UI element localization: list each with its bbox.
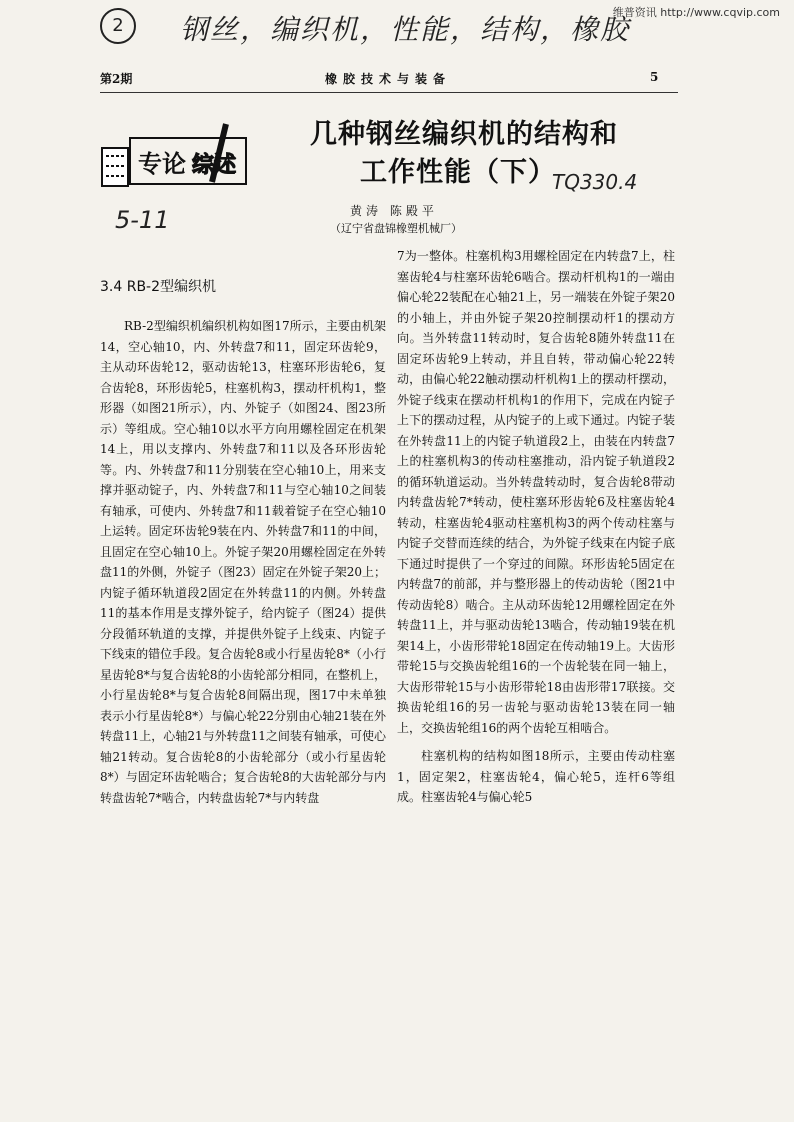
section-heading: 3.4 RB-2型编织机	[100, 279, 217, 295]
header-divider	[100, 92, 678, 93]
handwritten-keywords: 钢丝，编织机，性能，结构，橡胶	[180, 13, 631, 46]
watermark: 维普资讯 http://www.cqvip.com	[612, 6, 780, 19]
paragraph: RB-2型编织机编织机构如图17所示，主要由机架14，空心轴10，内、外转盘7和11，固定环齿轮9，主从动环齿轮12，驱动齿轮13，柱塞环形齿轮6，复合齿轮8，环形齿轮5，柱塞机构3，摆动杆机构1，整形器（如图21所示），内、外锭子（如图24、图23所示）等组成。空心轴10以水平方向用螺栓固定在机架14上，用以支撑内、外转盘7和11以及各环形齿轮等。内、外转盘7和11分别装在空心轴10上，用来支撑并驱动锭子，内、外转盘7和11与空心轴10之间装有轴承，可使内、外转盘7和11载着锭子在空心轴10上运转。固定环齿轮9装在内、外转盘7和11的中间，且固定在空心轴10上。外锭子架20用螺栓固定在外转盘11的外侧，外锭子（图23）固定在外锭子架20上；内锭子循环轨道段2固定在外转盘11的内侧。外转盘11的基本作用是支撑外锭子，给内锭子（图24）提供分段循环轨道的支撑，并提供外锭子上线束、内锭子下线束的错位手段。复合齿轮8或小行星齿轮8*（小行星齿轮8*与复合齿轮8的小齿轮部分相同，在整机上，小行星齿轮8*与复合齿轮8间隔出现，图17中未单独表示小行星齿轮8*）与偏心轮22分别由心轴21装在外转盘11上，心轴21与外转盘11之间装有轴承，可使心轴21转动。复合齿轮8的小齿轮部分（或小行星齿轮8*）与固定环齿轮啮合；复合齿轮8的大齿轮部分与内转盘齿轮7*啮合，内转盘齿轮7*与内转盘	[100, 319, 386, 805]
journal-name: 橡胶技术与装备	[325, 72, 452, 86]
paragraph: 柱塞机构的结构如图18所示，主要由传动柱塞1，固定架2，柱塞齿轮4，偏心轮5，连杆6等组成。柱塞齿轮4与偏心轮5	[397, 749, 675, 804]
book-stack-icon	[102, 148, 128, 186]
banner-text-review: 综述	[192, 153, 237, 178]
article-title-line2: 工作性能（下）	[360, 157, 556, 188]
authors: 黄涛 陈殿平	[350, 204, 438, 218]
handwritten-circle-number: 2	[100, 8, 136, 44]
page-number: 5	[650, 70, 659, 84]
handwritten-classification-code: TQ330.4	[552, 170, 638, 194]
handwritten-page-range: 5-11	[115, 206, 170, 234]
column-banner	[100, 120, 250, 188]
body-column-left	[100, 316, 386, 808]
banner-text-special: 专论	[138, 150, 186, 178]
article-title-line1: 几种钢丝编织机的结构和	[310, 119, 618, 150]
paragraph: 7为一整体。柱塞机构3用螺栓固定在内转盘7上，柱塞齿轮4与柱塞环齿轮6啮合。摆动杆机构1的一端由偏心轮22装配在心轴21上，另一端装在外锭子架20的小轴上，并由外锭子架20控制摆动杆1的摆动方向。当外转盘11转动时，复合齿轮8随外转盘11在固定环齿轮9上转动，并且自转，带动偏心轮22转动，由偏心轮22触动摆动杆机构1上的摆动杆摆动，外锭子线束在摆动杆机构1的作用下，完成在内锭子上下的摆动过程，从内锭子的上或下通过。内锭子装在外转盘11上的内锭子轨道段2上，由装在内转盘7上的柱塞机构3的传动柱塞推动，沿内锭子轨道段2的循环轨道运动。当外转盘转动时，复合齿轮8带动内转盘齿轮7*转动，使柱塞环形齿轮6及柱塞齿轮4转动，柱塞齿轮4驱动柱塞机构3的两个传动柱塞与内锭子交替而连续的结合，为外锭子线束在内锭子底下通过时提供了一个穿过的间隙。环形齿轮5固定在内转盘7的前部，并与整形器上的传动齿轮（图21中传动齿轮8）啮合。主从动环齿轮12用螺栓固定在外转盘11上，并与驱动齿轮13啮合，传动轴19装在机架14上，小齿形带轮18固定在传动轴19上。大齿形带轮15与交换齿轮组16的一个齿轮装在同一轴上，大齿形带轮15与小齿形带轮18由齿形带17联接。交换齿轮组16的另一齿轮与驱动齿轮13装在同一轴上，交换齿轮组16的两个齿轮互相啮合。	[397, 249, 675, 735]
affiliation: （辽宁省盘锦橡塑机械厂）	[330, 222, 462, 235]
body-column-right	[397, 246, 675, 808]
issue-number: 第2期	[100, 72, 133, 86]
